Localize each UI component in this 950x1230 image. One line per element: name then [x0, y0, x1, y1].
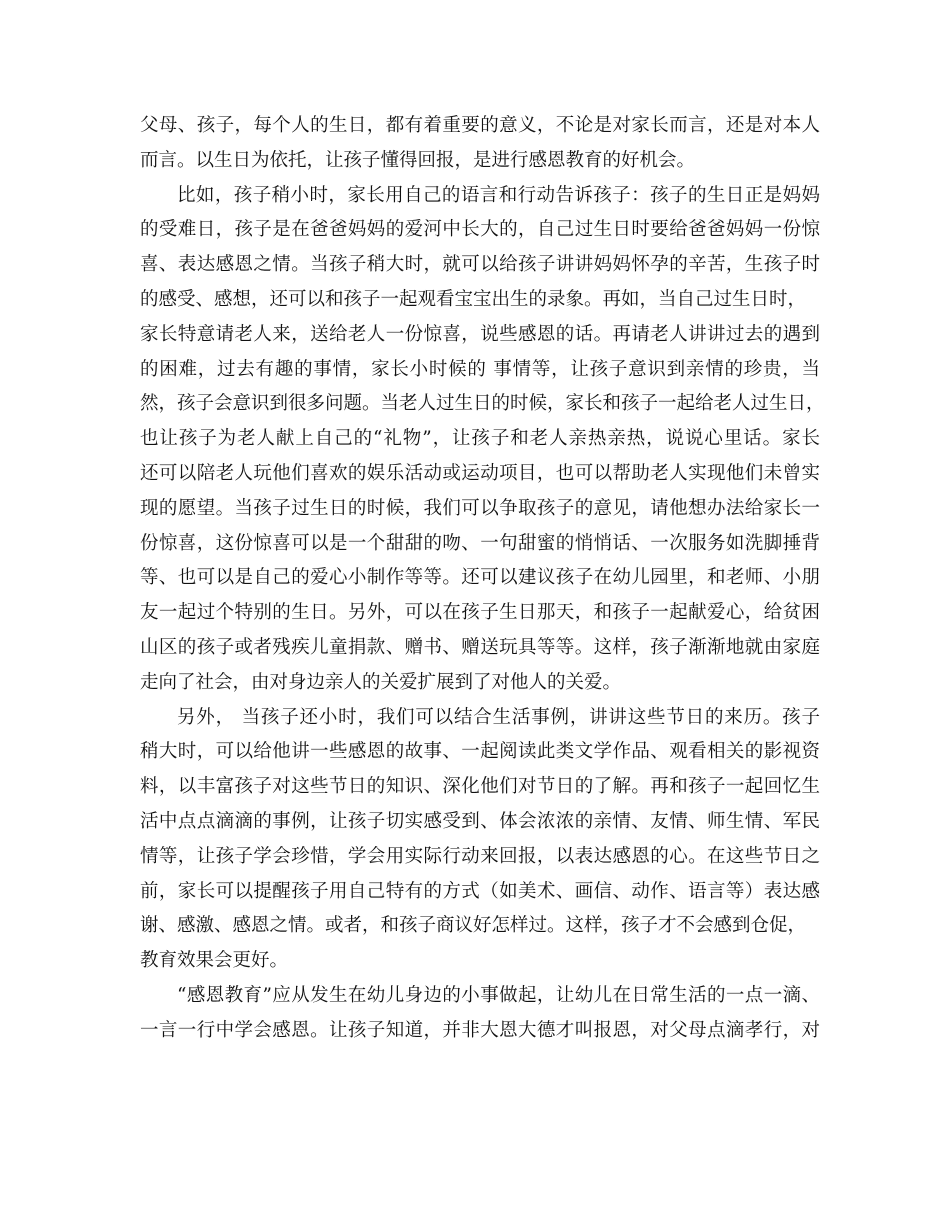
text-line: 稍大时，可以给他讲一些感恩的故事、一起阅读此类文学作品、观看相关的影视资: [140, 741, 820, 763]
text-line: 喜、表达感恩之情。当孩子稍大时，就可以给孩子讲讲妈妈怀孕的辛苦，生孩子时: [140, 254, 820, 276]
text-line: 份惊喜，这份惊喜可以是一个甜甜的吻、一句甜蜜的悄悄话、一次服务如洗脚捶背: [140, 532, 820, 554]
text-line: 而言。以生日为依托，让孩子懂得回报，是进行感恩教育的好机会。: [140, 149, 696, 171]
document-body: [140, 109, 825, 1049]
text-line: 父母、孩子，每个人的生日，都有着重要的意义，不论是对家长而言，还是对本人: [140, 115, 820, 136]
text-line: 的困难，过去有趣的事情，家长小时候的 事情等，让孩子意识到亲情的珍贵，当: [140, 358, 820, 380]
text-line: 比如，孩子稍小时，家长用自己的语言和行动告诉孩子：孩子的生日正是妈妈: [177, 184, 820, 206]
text-line: 情等，让孩子学会珍惜，学会用实际行动来回报，以表达感恩的心。在这些节日之: [140, 845, 820, 867]
text-line: 然，孩子会意识到很多问题。当老人过生日的时候，家长和孩子一起给老人过生日，: [140, 393, 825, 415]
text-line: 的受难日，孩子是在爸爸妈妈的爱河中长大的，自己过生日时要给爸爸妈妈一份惊: [140, 219, 820, 241]
text-line: 还可以陪老人玩他们喜欢的娱乐活动或运动项目，也可以帮助老人实现他们未曾实: [140, 462, 820, 484]
text-line: 等、也可以是自己的爱心小制作等等。还可以建议孩子在幼儿园里，和老师、小朋: [140, 567, 820, 589]
text-line: 前，家长可以提醒孩子用自己特有的方式（如美术、画信、动作、语言等）表达感: [140, 880, 820, 902]
text-line: 山区的孩子或者残疾儿童捐款、赠书、赠送玩具等等。这样，孩子渐渐地就由家庭: [140, 636, 820, 658]
text-line: 的感受、感想，还可以和孩子一起观看宝宝出生的录象。再如，当自己过生日时，: [140, 288, 807, 310]
text-line: 料，以丰富孩子对这些节日的知识、深化他们对节日的了解。再和孩子一起回忆生: [140, 776, 820, 798]
text-line: 友一起过个特别的生日。另外，可以在孩子生日那天，和孩子一起献爱心，给贫困: [140, 602, 820, 624]
text-line: 家长特意请老人来，送给老人一份惊喜，说些感恩的话。再请老人讲讲过去的遇到: [140, 323, 820, 345]
text-line: 现的愿望。当孩子过生日的时候，我们可以争取孩子的意见，请他想办法给家长一: [140, 497, 820, 519]
text-line: 走向了社会，由对身边亲人的关爱扩展到了对他人的关爱。: [140, 671, 622, 693]
text-line: “感恩教育”应从发生在幼儿身边的小事做起，让幼儿在日常生活的一点一滴、: [177, 984, 820, 1006]
text-line: 也让孩子为老人献上自己的“礼物”，让孩子和老人亲热亲热，说说心里话。家长: [140, 428, 820, 450]
text-line: 另外， 当孩子还小时，我们可以结合生活事例，讲讲这些节日的来历。孩子: [177, 706, 820, 728]
text-line: 活中点点滴滴的事例，让孩子切实感受到、体会浓浓的亲情、友情、师生情、军民: [140, 810, 820, 832]
text-line: 一言一行中学会感恩。让孩子知道，并非大恩大德才叫报恩，对父母点滴孝行，对: [140, 1019, 820, 1041]
text-line: 教育效果会更好。: [140, 950, 289, 972]
text-line: 谢、感激、感恩之情。或者，和孩子商议好怎样过。这样，孩子才不会感到仓促，: [140, 915, 807, 937]
